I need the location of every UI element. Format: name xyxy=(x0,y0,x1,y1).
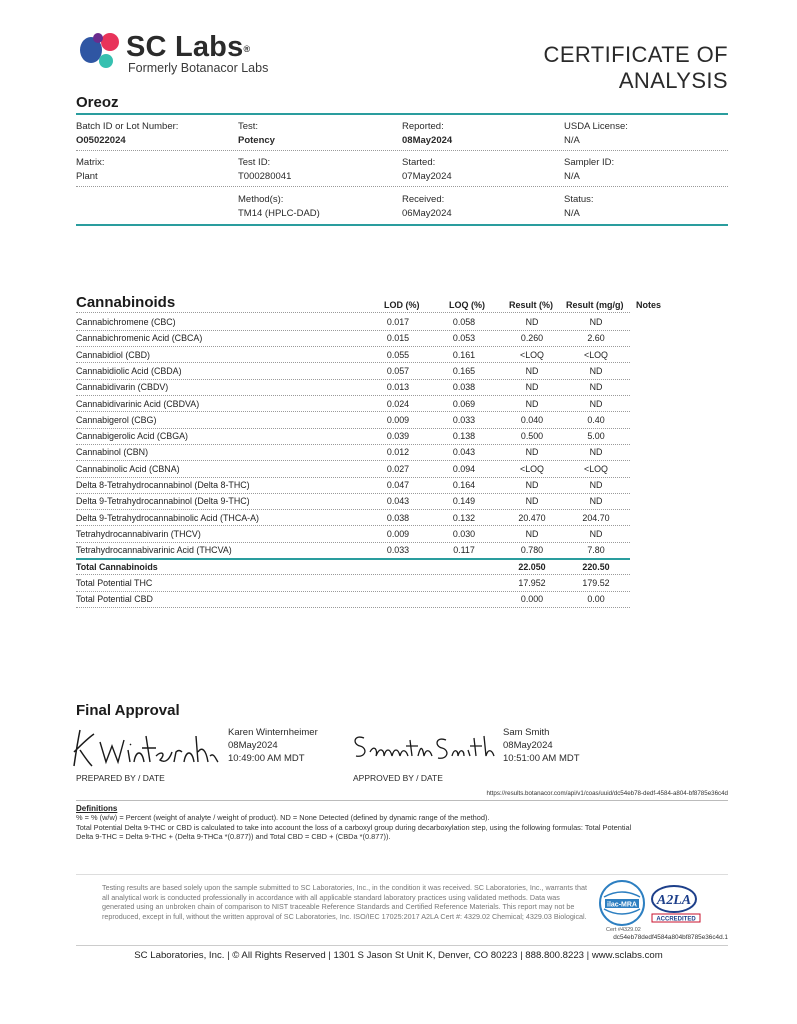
cell-pct: ND xyxy=(525,365,539,376)
approver-date: 08May2024 xyxy=(503,740,553,751)
row-name: Cannabinolic Acid (CBNA) xyxy=(76,463,180,474)
cell-lod: 0.024 xyxy=(386,398,410,409)
sampler-label: Sampler ID: xyxy=(564,157,615,168)
cell-pct: ND xyxy=(525,317,539,327)
approver-time: 10:51:00 AM MDT xyxy=(503,753,580,764)
row-name: Total Potential CBD xyxy=(76,594,153,605)
row-name: Delta 9-Tetrahydrocannabinolic Acid (THCA-A) xyxy=(76,512,259,523)
cell-mg: <LOQ xyxy=(584,349,608,360)
cell-lod: 0.038 xyxy=(386,512,410,523)
cell-loq: 0.053 xyxy=(452,333,476,344)
definition-line: % = % (w/w) = Percent (weight of analyte / weight of product). ND = None Detected (defined by dynamic range of the method). xyxy=(76,813,490,822)
cell-loq: 0.164 xyxy=(452,480,476,490)
divider xyxy=(76,186,728,187)
divider xyxy=(76,800,728,801)
preparer-date: 08May2024 xyxy=(228,740,278,751)
cell-loq: 0.117 xyxy=(453,545,475,556)
cannabinoid-row xyxy=(76,314,630,330)
cannabinoid-row xyxy=(76,542,630,558)
cell-pct: 0.780 xyxy=(520,545,544,556)
status-label: Status: xyxy=(564,194,594,205)
cannabinoids-title: Cannabinoids xyxy=(76,294,176,311)
started-label: Started: xyxy=(402,157,436,168)
cell-mg: ND xyxy=(589,317,603,327)
cannabinoid-row xyxy=(76,412,630,428)
cell-lod: 0.043 xyxy=(386,496,410,507)
method-value: TM14 (HPLC-DAD) xyxy=(238,208,320,219)
cell-pct: ND xyxy=(525,528,539,539)
cell-mg: 0.00 xyxy=(587,594,605,605)
cell-pct: 0.500 xyxy=(520,431,544,442)
divider xyxy=(76,874,728,875)
test-id-label: Test ID: xyxy=(238,157,271,168)
started-value: 07May2024 xyxy=(402,171,452,182)
preparer-name: Karen Winternheimer xyxy=(228,727,318,738)
col-result-mg: Result (mg/g) xyxy=(566,300,624,310)
received-value: 06May2024 xyxy=(402,208,452,219)
cannabinoid-row xyxy=(76,461,630,477)
received-label: Received: xyxy=(402,194,445,205)
batch-label: Batch ID or Lot Number: xyxy=(76,121,179,132)
cell-lod: 0.013 xyxy=(386,382,410,393)
cell-mg: 2.60 xyxy=(587,333,605,344)
cell-lod: 0.009 xyxy=(386,528,410,539)
cell-pct: ND xyxy=(525,447,539,458)
cannabinoid-row xyxy=(76,330,630,346)
cell-mg: 204.70 xyxy=(582,512,610,523)
cell-mg: 7.80 xyxy=(587,545,605,556)
matrix-label: Matrix: xyxy=(76,157,105,168)
document-title: CERTIFICATE OF ANALYSIS xyxy=(543,42,728,93)
divider xyxy=(76,150,728,151)
definitions-title: Definitions xyxy=(76,804,118,813)
total-row xyxy=(76,575,630,591)
footer-text: SC Laboratories, Inc. | © All Rights Reserved | 1301 S Jason St Unit K, Denver, CO 80223 | 888.800.8223 | www.sclabs.com xyxy=(134,950,663,961)
cannabinoid-row xyxy=(76,510,630,526)
cell-loq: 0.069 xyxy=(452,398,476,409)
brand-name: SC Labs® xyxy=(126,31,251,63)
cell-loq: 0.165 xyxy=(452,365,476,376)
cell-lod: 0.017 xyxy=(386,317,410,327)
cell-pct: ND xyxy=(525,496,539,507)
status-value: N/A xyxy=(564,208,580,219)
cell-loq: 0.030 xyxy=(452,528,476,539)
cell-lod: 0.009 xyxy=(386,414,410,425)
row-name: Cannabichromene (CBC) xyxy=(76,317,176,327)
cell-pct: <LOQ xyxy=(520,463,544,474)
ilac-mra-logo-icon xyxy=(598,879,646,932)
divider xyxy=(76,113,728,115)
cannabinoid-row xyxy=(76,396,630,412)
sampler-value: N/A xyxy=(564,171,580,182)
cell-lod: 0.012 xyxy=(386,447,410,458)
disclaimer-text: Testing results are based solely upon the sample submitted to SC Laboratories, Inc., in the condition it was received. SC Laboratories, Inc., warrants that all analytical work is conducted professionally in accordance with all applicable standard laboratory practices using validated methods. Data was generated using an unbroken chain of comparison to NIST traceable Reference Standards and Certified Reference Materials. This report may not be reproduced, except in full, without the written approval of SC Laboratories, Inc. ISO/IEC 17025:2017 A2LA Cert #: 4329.02 Chemical; 4329.03 Biological. xyxy=(102,883,588,921)
cannabinoid-row xyxy=(76,526,630,542)
col-loq: LOQ (%) xyxy=(449,300,485,310)
cell-lod: 0.027 xyxy=(386,463,410,474)
row-name: Cannabidivarin (CBDV) xyxy=(76,382,169,393)
cannabinoid-row xyxy=(76,444,630,460)
cell-loq: 0.132 xyxy=(452,512,476,523)
sample-name: Oreoz xyxy=(76,94,119,111)
cell-lod: 0.047 xyxy=(386,480,410,490)
method-label: Method(s): xyxy=(238,194,284,205)
cell-loq: 0.161 xyxy=(452,349,476,360)
cell-mg: ND xyxy=(589,528,603,539)
row-name: Cannabichromenic Acid (CBCA) xyxy=(76,333,203,344)
divider xyxy=(76,224,728,226)
cell-pct: ND xyxy=(525,382,539,393)
row-name: Tetrahydrocannabivarinic Acid (THCVA) xyxy=(76,545,232,556)
row-name: Cannabidiolic Acid (CBDA) xyxy=(76,365,182,376)
matrix-value: Plant xyxy=(76,171,98,182)
definition-line: Delta 9-THC = Delta 9-THC + (Delta 9-THCa *(0.877)) and Total CBD = CBD + (CBDa *(0.877)). xyxy=(76,832,391,841)
cell-lod: 0.055 xyxy=(386,349,410,360)
cell-mg: ND xyxy=(589,365,603,376)
cell-lod: 0.039 xyxy=(386,431,410,442)
reported-value: 08May2024 xyxy=(402,135,453,146)
cell-lod: 0.057 xyxy=(386,365,410,376)
divider xyxy=(76,945,728,946)
cannabinoid-row xyxy=(76,379,630,395)
row-name: Delta 8-Tetrahydrocannabinol (Delta 8-THC) xyxy=(76,480,250,490)
cell-pct: ND xyxy=(525,398,539,409)
cell-pct: 17.952 xyxy=(518,577,546,588)
cert-number: Cert #4329.02 xyxy=(606,927,641,933)
cell-loq: 0.058 xyxy=(452,317,476,327)
cell-loq: 0.038 xyxy=(452,382,476,393)
cannabinoid-row xyxy=(76,493,630,509)
row-name: Cannabigerolic Acid (CBGA) xyxy=(76,431,188,442)
prepared-by-label: PREPARED BY / DATE xyxy=(76,773,165,783)
results-url[interactable]: https://results.botanacor.com/api/v1/coas/uuid/dc54eb78-dedf-4584-a804-bf8785e36c4d xyxy=(486,790,728,797)
cell-mg: 179.52 xyxy=(582,577,610,588)
cell-mg: ND xyxy=(589,382,603,393)
cell-lod: 0.033 xyxy=(386,545,410,556)
cell-mg: ND xyxy=(589,496,603,507)
col-result-pct: Result (%) xyxy=(509,300,554,310)
definition-line: Total Potential Delta 9-THC or CBD is calculated to take into account the loss of a carboxyl group during decarboxylation step, using the following formulas: Total Potential xyxy=(76,823,632,832)
preparer-time: 10:49:00 AM MDT xyxy=(228,753,305,764)
usda-label: USDA License: xyxy=(564,121,628,132)
cell-mg: ND xyxy=(589,398,603,409)
approver-info xyxy=(503,726,580,765)
svg-text:ACCREDITED: ACCREDITED xyxy=(656,916,696,923)
row-name: Total Cannabinoids xyxy=(76,561,158,572)
cell-loq: 0.033 xyxy=(452,414,476,425)
cannabinoid-row xyxy=(76,428,630,444)
row-name: Total Potential THC xyxy=(76,577,153,588)
preparer-info xyxy=(228,726,318,765)
batch-value: O05022024 xyxy=(76,135,126,146)
row-name: Delta 9-Tetrahydrocannabinol (Delta 9-THC) xyxy=(76,496,250,507)
cell-lod: 0.015 xyxy=(386,333,410,344)
reported-label: Reported: xyxy=(402,121,444,132)
cell-mg: <LOQ xyxy=(584,463,608,474)
cell-loq: 0.094 xyxy=(452,463,476,474)
cell-pct: 0.040 xyxy=(520,414,544,425)
approver-signature xyxy=(350,730,498,769)
cell-pct: ND xyxy=(525,480,539,490)
row-name: Cannabidivarinic Acid (CBDVA) xyxy=(76,398,200,409)
cell-pct: 20.470 xyxy=(518,512,546,523)
divider xyxy=(76,312,630,313)
cell-mg: ND xyxy=(589,480,603,490)
total-row xyxy=(76,591,630,607)
final-approval-title: Final Approval xyxy=(76,702,180,719)
cell-pct: <LOQ xyxy=(520,349,544,360)
cell-loq: 0.149 xyxy=(452,496,476,507)
total-row xyxy=(76,559,630,575)
row-name: Cannabinol (CBN) xyxy=(76,447,149,458)
svg-text:A2LA: A2LA xyxy=(656,893,692,908)
cannabinoid-row xyxy=(76,477,630,493)
row-divider xyxy=(76,607,630,608)
test-label: Test: xyxy=(238,121,259,132)
brand-subtitle: Formerly Botanacor Labs xyxy=(128,61,269,75)
a2la-accredited-logo-icon xyxy=(650,884,702,929)
cell-mg: ND xyxy=(589,447,603,458)
sc-labs-dots-logo-icon xyxy=(78,28,122,72)
cell-mg: 5.00 xyxy=(587,431,605,442)
row-name: Cannabidiol (CBD) xyxy=(76,349,150,360)
usda-value: N/A xyxy=(564,135,580,146)
report-hash: dc54eb78dedf4584a804bf8785e36c4d.1 xyxy=(613,934,728,941)
cell-pct: 22.050 xyxy=(518,561,546,572)
svg-text:ilac-MRA: ilac-MRA xyxy=(607,901,637,909)
approved-by-label: APPROVED BY / DATE xyxy=(353,773,443,783)
row-name: Tetrahydrocannabivarin (THCV) xyxy=(76,528,201,539)
cell-loq: 0.138 xyxy=(452,431,476,442)
col-lod: LOD (%) xyxy=(384,300,420,310)
approver-name: Sam Smith xyxy=(503,727,550,738)
test-value: Potency xyxy=(238,135,275,146)
cell-loq: 0.043 xyxy=(452,447,476,458)
cell-mg: 0.40 xyxy=(587,414,605,425)
cannabinoid-row xyxy=(76,363,630,379)
cannabinoid-row xyxy=(76,347,630,363)
cell-pct: 0.260 xyxy=(520,333,544,344)
row-name: Cannabigerol (CBG) xyxy=(76,414,157,425)
col-notes: Notes xyxy=(636,300,662,310)
preparer-signature xyxy=(70,722,220,775)
test-id-value: T000280041 xyxy=(238,171,292,182)
cell-pct: 0.000 xyxy=(520,594,544,605)
cell-mg: 220.50 xyxy=(582,561,610,572)
